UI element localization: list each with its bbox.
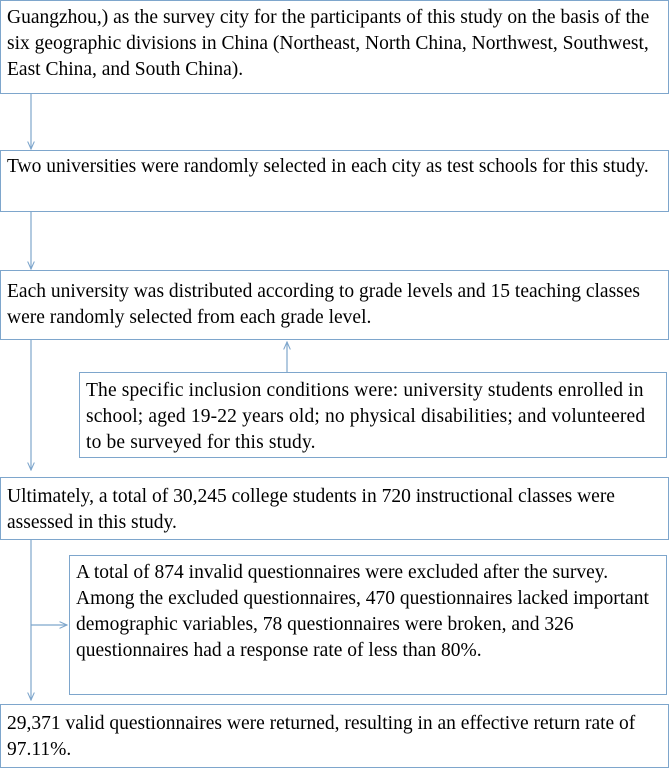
step-valid-returned: [0, 704, 669, 768]
note-inclusion-conditions: [79, 372, 667, 458]
step-university-selection: [0, 150, 669, 212]
note-text: The specific inclusion conditions were: university students enrolled in school; aged 19-22 years old; no physical disabilities; and volunteered to be surveyed for this study.: [86, 380, 646, 453]
step-class-selection: [0, 270, 669, 340]
step-assessment-total: [0, 477, 669, 540]
step-city-selection: [0, 0, 669, 94]
note-text: A total of 874 invalid questionnaires were excluded after the survey. Among the excluded questionnaires, 470 questionnaires lacked important demographic variables, 78 questionnaires were broken, and 326 questionnaires had a response rate of less than 80%.: [76, 562, 649, 661]
step-text: Two universities were randomly selected in each city as test schools for this study.: [7, 156, 649, 177]
step-text: Guangzhou,) as the survey city for the participants of this study on the basis of the six geographic divisions in China (Northeast, North China, Northwest, Southwest, East China, and South China).: [7, 7, 650, 80]
step-text: Ultimately, a total of 30,245 college students in 720 instructional classes were assessed in this study.: [7, 486, 615, 533]
step-text: Each university was distributed according to grade levels and 15 teaching classes were randomly selected from each grade level.: [7, 281, 641, 328]
note-exclusions: [69, 555, 667, 695]
step-text: 29,371 valid questionnaires were returned, resulting in an effective return rate of 97.11%.: [7, 713, 636, 760]
